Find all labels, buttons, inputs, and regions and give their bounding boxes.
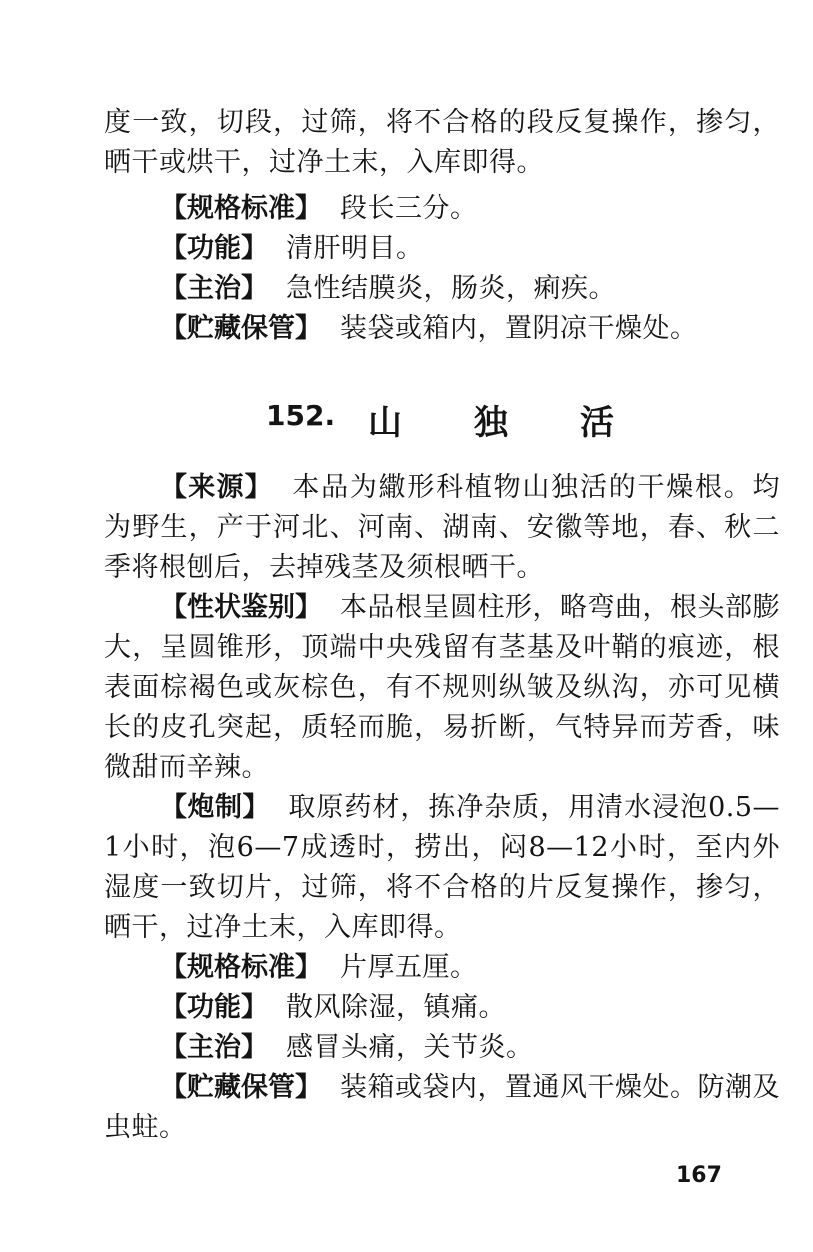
spec-label: 【规格标准】 — [160, 952, 322, 983]
storage-entry — [104, 1068, 780, 1148]
storage-text: 装袋或箱内，置阴凉干燥处。 — [340, 313, 698, 344]
identification-text: 本品根呈圆柱形，略弯曲，根头部膨大，呈圆锥形，顶端中央残留有茎基及叶鞘的痕迹，根表面棕褐色或灰棕色，有不规则纵皱及纵沟，亦可见横长的皮孔突起，质轻而脆，易折断，气特异而芳香，味微甜而辛辣。 — [104, 592, 780, 783]
section-title-char-2: 独 — [474, 403, 508, 443]
section-title-char-3: 活 — [580, 403, 614, 443]
page-number: 167 — [676, 1163, 722, 1188]
storage-entry-top — [104, 309, 780, 349]
function-entry-top — [104, 229, 780, 269]
function-label: 【功能】 — [160, 233, 268, 264]
processing-text: 取原药材，拣净杂质，用清水浸泡0.5—1小时，泡6—7成透时，捞出，闷8—12小时，至内外湿度一致切片，过筛，将不合格的片反复操作，掺匀，晒干，过净土末，入库即得。 — [104, 792, 781, 943]
processing-entry — [104, 788, 780, 948]
source-label: 【来源】 — [160, 472, 274, 503]
spec-text: 片厚五厘。 — [340, 952, 478, 983]
section-heading — [0, 395, 813, 443]
continuation-paragraph: 度一致，切段，过筛，将不合格的段反复操作，掺匀，晒干或烘干，过净土末，入库即得。 — [104, 107, 780, 178]
source-text: 本品为繖形科植物山独活的干燥根。均为野生，产于河北、河南、湖南、安徽等地，春、秋二季将根刨后，去掉残茎及须根晒干。 — [104, 472, 781, 583]
section-number: 152. — [266, 399, 336, 432]
function-text: 清肝明目。 — [286, 233, 424, 264]
spec-entry-top — [104, 189, 780, 229]
indication-label: 【主治】 — [160, 1032, 268, 1063]
function-text: 散风除湿，镇痛。 — [286, 992, 506, 1023]
spec-text: 段长三分。 — [340, 193, 478, 224]
identification-entry — [104, 588, 780, 788]
indication-entry — [104, 1028, 780, 1068]
function-entry — [104, 988, 780, 1028]
storage-label: 【贮藏保管】 — [160, 1072, 322, 1103]
indication-label: 【主治】 — [160, 273, 268, 304]
storage-label: 【贮藏保管】 — [160, 313, 322, 344]
section-title-char-1: 山 — [368, 403, 402, 443]
indication-entry-top — [104, 269, 780, 309]
function-label: 【功能】 — [160, 992, 268, 1023]
identification-label: 【性状鉴别】 — [160, 592, 322, 623]
spec-entry — [104, 948, 780, 988]
indication-text: 急性结膜炎，肠炎，痢疾。 — [286, 273, 616, 304]
indication-text: 感冒头痛，关节炎。 — [286, 1032, 534, 1063]
source-entry — [104, 468, 780, 588]
spec-label: 【规格标准】 — [160, 193, 322, 224]
processing-label: 【炮制】 — [160, 792, 270, 823]
storage-text: 装箱或袋内，置通风干燥处。防潮及虫蛀。 — [104, 1072, 780, 1143]
